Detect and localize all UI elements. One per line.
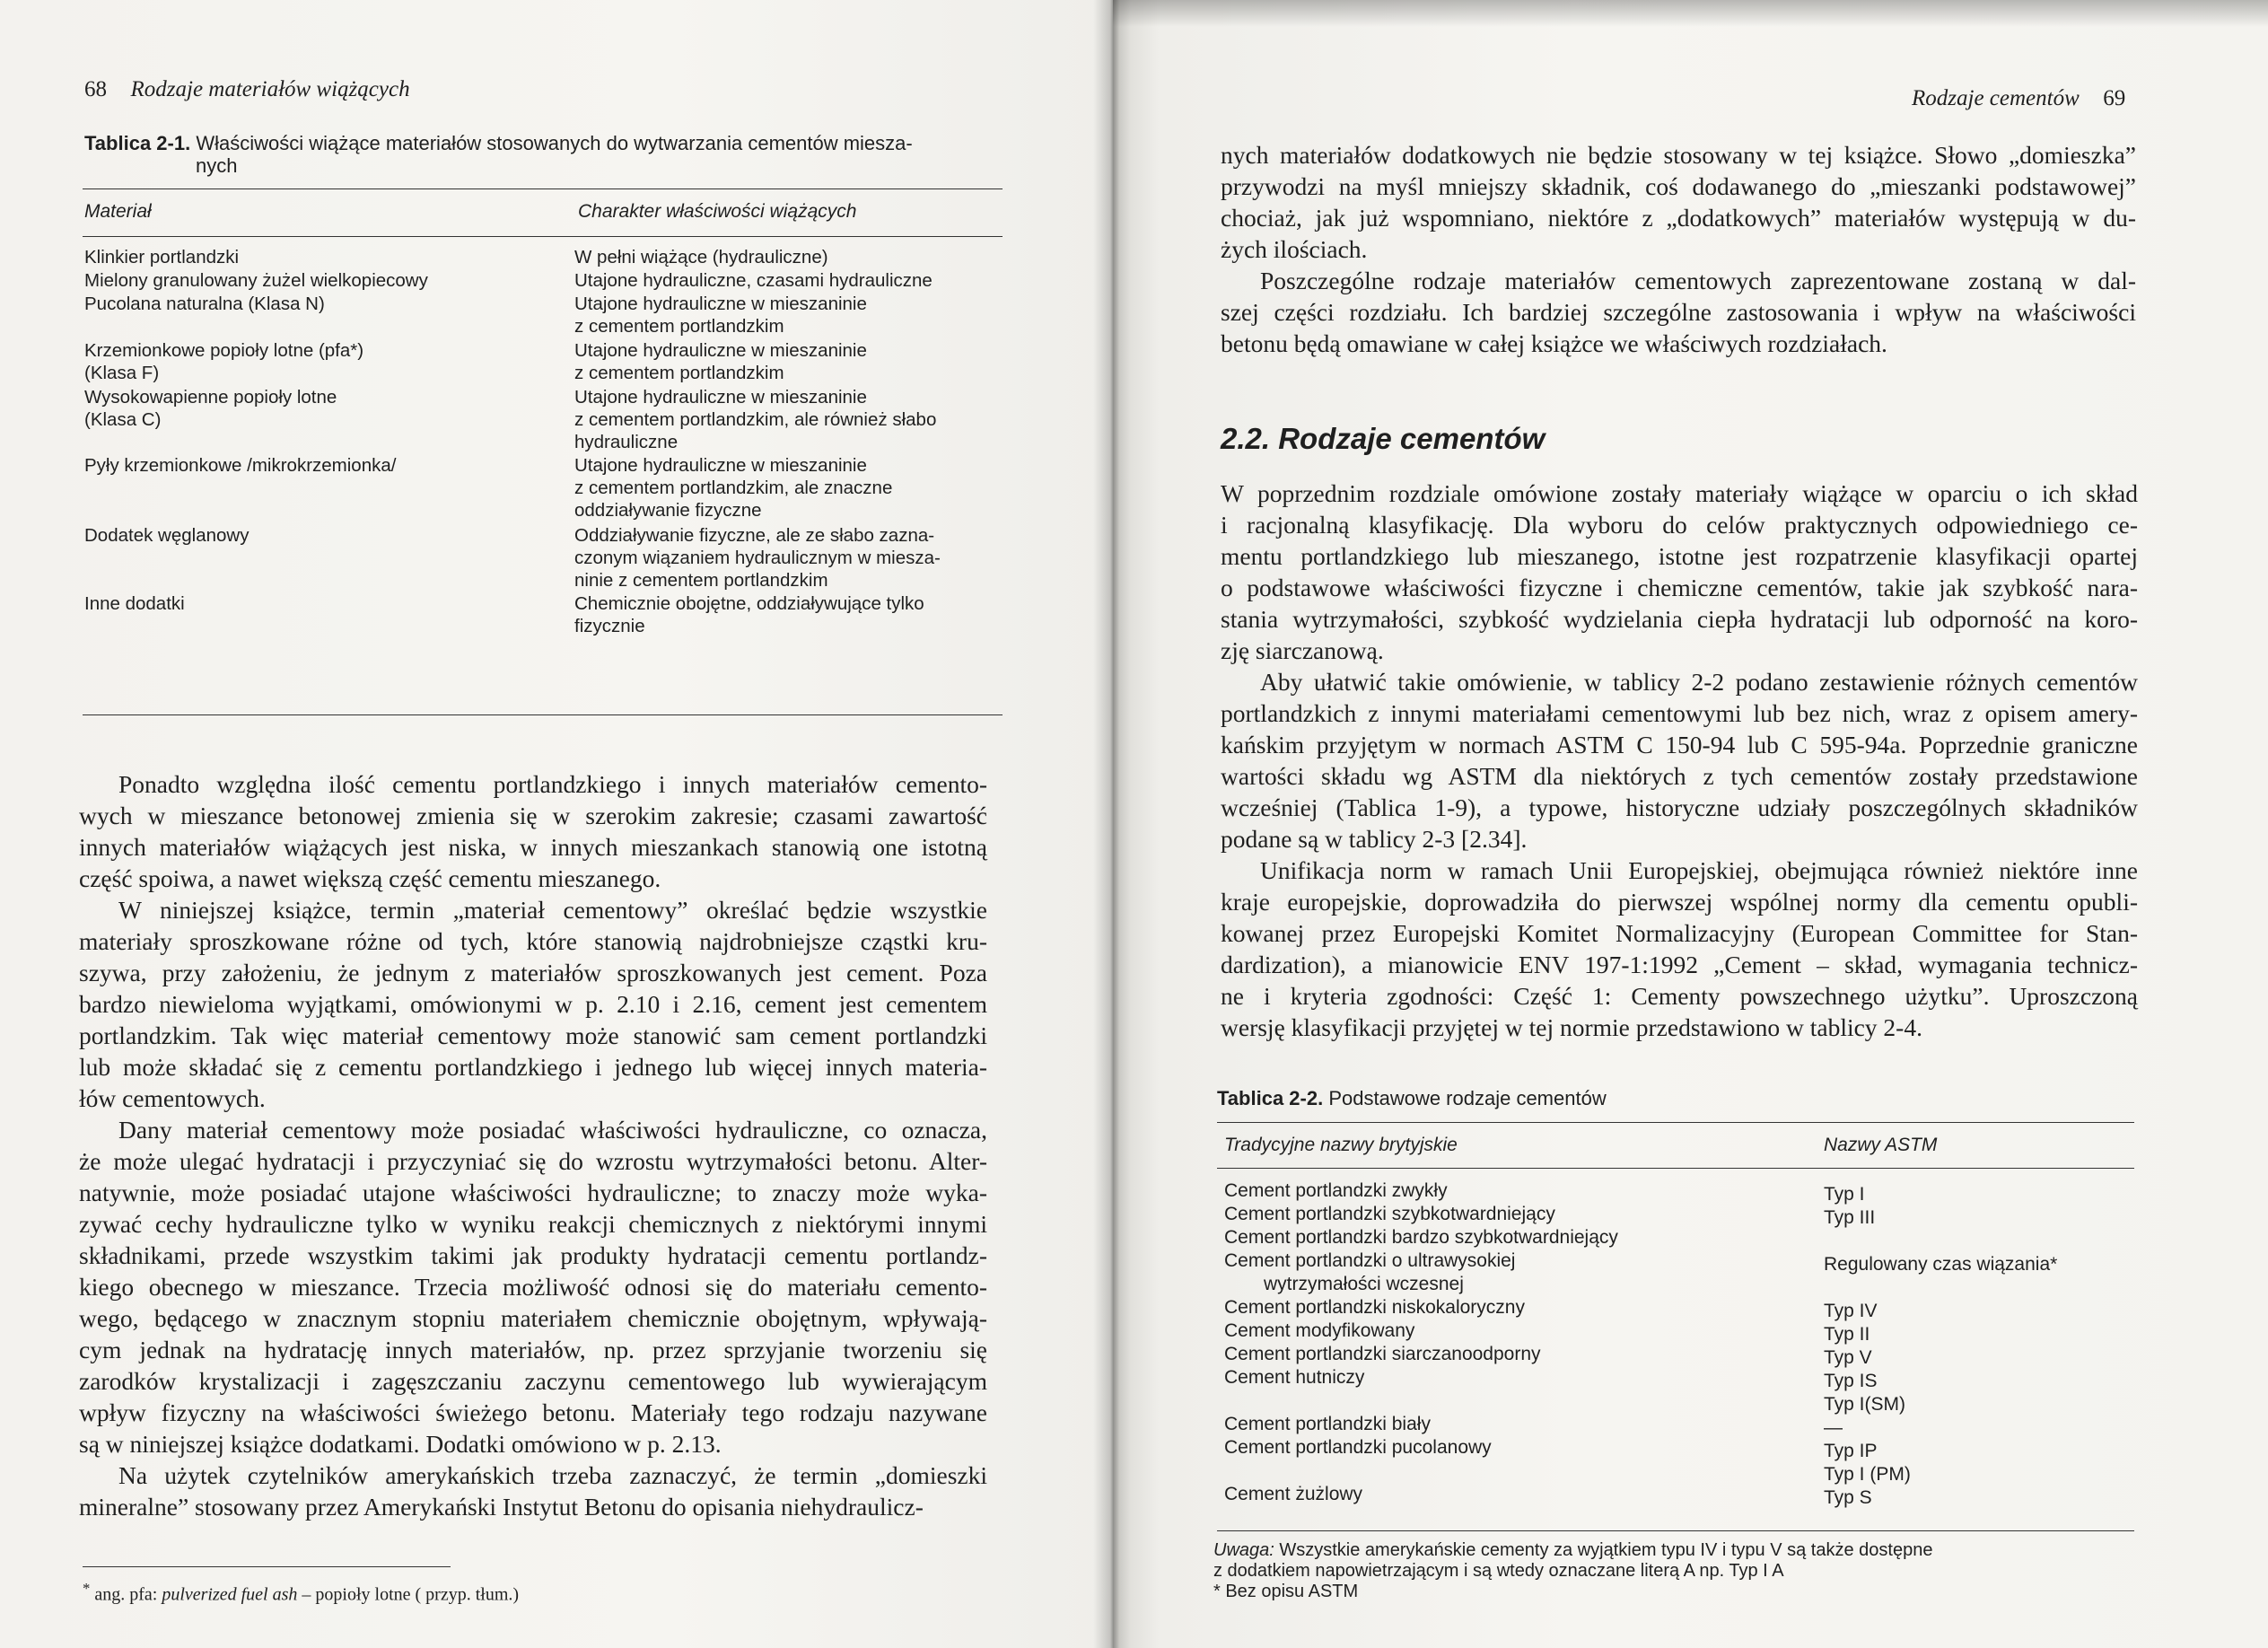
material-line: (Klasa C) bbox=[84, 409, 162, 430]
property-line: Utajone hydrauliczne, czasami hydrauliczne bbox=[574, 270, 933, 291]
property-line: Utajone hydrauliczne w mieszaninie bbox=[574, 455, 867, 476]
table-2-2-british-names bbox=[1224, 1179, 1618, 1506]
text-line: materiały sproszkowane różne od tych, które stanowią najdrobniejsze cząstki kru- bbox=[79, 927, 987, 955]
right-page-number: 69 bbox=[2103, 86, 2126, 110]
text-line: wego, będącego w znacznym stopniu materiałem chemicznie obojętnym, wpływają- bbox=[79, 1304, 987, 1332]
material-line: Wysokowapienne popioły lotne bbox=[84, 387, 337, 408]
table-2-2-label: Tablica 2-2. bbox=[1217, 1087, 1324, 1109]
table-2-1-col-material: Materiał bbox=[84, 201, 152, 222]
table-2-1-bottom-rule bbox=[83, 714, 1003, 715]
footnote-marker: * bbox=[83, 1580, 91, 1597]
british-name-line bbox=[1224, 1389, 1618, 1413]
british-name-line: Cement portlandzki pucolanowy bbox=[1224, 1437, 1492, 1458]
british-name-line: Cement portlandzki siarczanoodporny bbox=[1224, 1344, 1541, 1364]
text-line: betonu będą omawiane w całej książce we właściwych rozdziałach. bbox=[1221, 329, 1887, 357]
text-line: dardization), a mianowicie ENV 197-1:1992 „Cement – skład, wymagania technicz- bbox=[1221, 951, 2138, 978]
property-cell bbox=[574, 339, 867, 384]
property-line: z cementem portlandzkim bbox=[574, 316, 784, 337]
british-name-line: Cement portlandzki biały bbox=[1224, 1414, 1431, 1434]
table-2-1-caption-cont: nych bbox=[196, 154, 238, 177]
footnote-suffix: – popioły lotne ( przyp. tłum.) bbox=[302, 1584, 520, 1605]
property-cell bbox=[574, 592, 924, 637]
text-line: zję siarczanową. bbox=[1221, 636, 1384, 664]
text-line: mineralne” stosowany przez Amerykański Instytut Betonu do opisania niehydraulicz- bbox=[79, 1493, 924, 1521]
footnote-term: pulverized fuel ash bbox=[162, 1584, 298, 1605]
astm-name-line: Typ I (PM) bbox=[1824, 1464, 1911, 1485]
text-line: że może ulegać hydratacji i przyczyniać się do wzrostu wytrzymałości betonu. Alter- bbox=[79, 1147, 987, 1175]
astm-name-line: Typ IP bbox=[1824, 1441, 1878, 1461]
right-running-title: Rodzaje cementów bbox=[1912, 86, 2080, 110]
text-line: kańskim przyjętym w normach ASTM C 150-94 lub C 595-94a. Poprzednie graniczne bbox=[1221, 731, 2138, 758]
text-line: o podstawowe właściwości fizyczne i chemiczne cementów, takie jak szybkość nara- bbox=[1221, 574, 2138, 601]
british-name-line: Cement portlandzki zwykły bbox=[1224, 1180, 1448, 1201]
table-2-2-col-british: Tradycyjne nazwy brytyjskie bbox=[1224, 1135, 1458, 1155]
footnote-rule bbox=[83, 1566, 451, 1567]
astm-name-line: Typ V bbox=[1824, 1347, 1872, 1368]
material-line: Mielony granulowany żużel wielkopiecowy bbox=[84, 270, 428, 291]
british-name-line: Cement żużlowy bbox=[1224, 1484, 1363, 1504]
table-2-1-caption bbox=[84, 132, 1000, 155]
astm-name-line: Typ II bbox=[1824, 1324, 1870, 1345]
material-cell bbox=[84, 592, 185, 615]
astm-name-line: Typ I(SM) bbox=[1824, 1394, 1906, 1415]
table-2-1-top-rule bbox=[83, 188, 1003, 189]
material-line: (Klasa F) bbox=[84, 363, 160, 383]
astm-name-line bbox=[1824, 1230, 2057, 1253]
table-2-2-top-rule bbox=[1217, 1122, 2134, 1123]
text-line: wpływ fizyczny na właściwości świeżego betonu. Materiały tego rodzaju nazywane bbox=[79, 1398, 987, 1426]
astm-name-line: Typ III bbox=[1824, 1207, 1876, 1228]
paragraph bbox=[79, 894, 987, 1114]
text-line: są w niniejszej książce dodatkami. Dodatki omówiono w p. 2.13. bbox=[79, 1430, 722, 1458]
text-line: podane są w tablicy 2-3 [2.34]. bbox=[1221, 825, 1528, 853]
property-cell bbox=[574, 293, 867, 337]
text-line: kraje europejskie, doprowadziła do pierwszej wspólnej normy dla cementu opubli- bbox=[1221, 888, 2138, 916]
text-line: część spoiwa, a nawet większą część cementu mieszanego. bbox=[79, 864, 661, 892]
astm-name-line: Typ S bbox=[1824, 1487, 1872, 1508]
british-name-line: Cement modyfikowany bbox=[1224, 1320, 1415, 1341]
paragraph bbox=[1221, 666, 2138, 855]
paragraph bbox=[1221, 855, 2138, 1043]
text-line: składnikami, przede wszystkim takimi jak produkty hydratacji cementu portlandz- bbox=[79, 1241, 987, 1269]
text-line: natywnie, może posiadać utajone właściwości hydrauliczne; to znaczy może wyka- bbox=[79, 1179, 987, 1206]
text-line: mentu portlandzkiego lub mieszanego, istotne jest rozpatrzenie klasyfikacji opartej bbox=[1221, 542, 2138, 570]
astm-name-line bbox=[1824, 1276, 2057, 1300]
british-name-line: Cement portlandzki szybkotwardniejący bbox=[1224, 1204, 1555, 1224]
property-line: Chemicznie obojętne, oddziaływujące tylko bbox=[574, 593, 924, 614]
text-line: Ponadto względna ilość cementu portlandzkiego i innych materiałów cemento- bbox=[118, 770, 987, 798]
property-line: Oddziaływanie fizyczne, ale ze słabo zazna- bbox=[574, 525, 935, 546]
text-line: W poprzednim rozdziale omówione zostały materiały wiążące w oparciu o ich skład bbox=[1221, 479, 2138, 507]
material-cell bbox=[84, 246, 239, 268]
material-cell bbox=[84, 293, 325, 315]
table-2-2-note bbox=[1213, 1540, 2138, 1602]
text-line: i racjonalną klasyfikację. Dla wyboru do celów praktycznych odpowiedniego ce- bbox=[1221, 511, 2138, 539]
text-line: Unifikacja norm w ramach Unii Europejskiej, obejmująca również niektóre inne bbox=[1260, 856, 2138, 884]
text-line: żych ilościach. bbox=[1221, 235, 1368, 263]
table-2-1-header-rule bbox=[83, 236, 1003, 237]
left-running-head bbox=[84, 77, 410, 102]
text-line: Na użytek czytelników amerykańskich trzeba zaznaczyć, że termin „domieszki bbox=[118, 1461, 987, 1489]
text-line: szywa, przy założeniu, że jednym z materiałów sproszkowanych jest cement. Poza bbox=[79, 959, 987, 986]
british-name-line: Cement hutniczy bbox=[1224, 1367, 1365, 1388]
text-line: zywać cechy hydrauliczne tylko w wyniku reakcji chemicznych z niektórymi innymi bbox=[79, 1210, 987, 1238]
table-2-1-caption-text: Właściwości wiążące materiałów stosowanych do wytwarzania cementów miesza- bbox=[196, 132, 913, 154]
property-cell bbox=[574, 524, 941, 592]
property-cell bbox=[574, 454, 892, 522]
text-line: stania wytrzymałości, szybkość wydzielania ciepła hydratacji lub odporność na koro- bbox=[1221, 605, 2138, 633]
text-line: Aby ułatwić takie omówienie, w tablicy 2-2 podano zestawienie różnych cementów bbox=[1260, 668, 2138, 696]
text-line: chociaż, jak już wspomniano, niektóre z „dodatkowych” materiałów występują w du- bbox=[1221, 204, 2136, 232]
left-running-title: Rodzaje materiałów wiążących bbox=[130, 77, 410, 101]
british-name-line: Cement portlandzki o ultrawysokiej bbox=[1224, 1250, 1516, 1271]
property-line: z cementem portlandzkim, ale znaczne bbox=[574, 478, 893, 498]
material-cell bbox=[84, 269, 428, 292]
text-line: wartości składu wg ASTM dla niektórych z tych cementów zostały przedstawione bbox=[1221, 762, 2138, 790]
material-line: Pyły krzemionkowe /mikrokrzemionka/ bbox=[84, 455, 397, 476]
paragraph bbox=[1221, 265, 2136, 359]
table-2-2-col-astm: Nazwy ASTM bbox=[1824, 1135, 1938, 1155]
book-gutter bbox=[1093, 0, 1131, 1648]
left-body-text bbox=[79, 768, 987, 1522]
asterisk-note: * Bez opisu ASTM bbox=[1213, 1582, 1359, 1601]
text-line: wcześniej (Tablica 1-9), a typowe, historyczne udziały poszczególnych składników bbox=[1221, 793, 2138, 821]
property-line: z cementem portlandzkim bbox=[574, 363, 784, 383]
note-line-1: Wszystkie amerykańskie cementy za wyjątkiem typu IV i typu V są także dostępne bbox=[1279, 1540, 1933, 1560]
table-2-2-caption bbox=[1217, 1087, 1607, 1110]
property-line: Utajone hydrauliczne w mieszaninie bbox=[574, 387, 867, 408]
text-line: W niniejszej książce, termin „materiał cementowy” określać będzie wszystkie bbox=[118, 896, 987, 924]
text-line: nych materiałów dodatkowych nie będzie stosowany w tej książce. Słowo „domieszka” bbox=[1221, 141, 2136, 169]
material-line: Pucolana naturalna (Klasa N) bbox=[84, 294, 325, 314]
property-line: hydrauliczne bbox=[574, 432, 679, 452]
footnote bbox=[83, 1580, 519, 1606]
table-2-2-header-rule bbox=[1217, 1168, 2134, 1169]
paragraph bbox=[1221, 139, 2136, 265]
text-line: bardzo niewieloma wyjątkami, omówionymi w p. 2.10 i 2.16, cement jest cementem bbox=[79, 990, 987, 1018]
text-line: przywodzi na myśl mniejszy składnik, coś dodawanego do „mieszanki podstawowej” bbox=[1221, 172, 2136, 200]
table-2-1-label: Tablica 2-1. bbox=[84, 132, 191, 154]
property-line: Utajone hydrauliczne w mieszaninie bbox=[574, 340, 867, 361]
british-name-line: Cement portlandzki niskokaloryczny bbox=[1224, 1297, 1525, 1318]
section-title: 2.2. Rodzaje cementów bbox=[1221, 422, 1546, 455]
paragraph bbox=[1221, 478, 2138, 666]
material-line: Inne dodatki bbox=[84, 593, 185, 614]
note-line-2: z dodatkiem napowietrzającym i są wtedy oznaczane literą A np. Typ I A bbox=[1213, 1561, 1784, 1581]
note-label: Uwaga: bbox=[1213, 1540, 1274, 1560]
right-top-text bbox=[1221, 139, 2136, 359]
property-line: Utajone hydrauliczne w mieszaninie bbox=[574, 294, 867, 314]
text-line: zarodków krystalizacji i zagęszczaniu zaczynu cementowego lub wywierającym bbox=[79, 1367, 987, 1395]
text-line: ne i kryteria zgodności: Część 1: Cementy powszechnego użytku”. Uproszczoną bbox=[1221, 982, 2138, 1010]
astm-name-line: Typ I bbox=[1824, 1184, 1865, 1205]
astm-name-line: Regulowany czas wiązania* bbox=[1824, 1254, 2058, 1275]
material-line: Klinkier portlandzki bbox=[84, 247, 240, 267]
paragraph bbox=[79, 1114, 987, 1460]
paragraph bbox=[79, 768, 987, 894]
astm-name-line: — bbox=[1824, 1417, 1843, 1438]
text-line: wersję klasyfikacji przyjętej w tej normie przedstawiono w tablicy 2-4. bbox=[1221, 1013, 1922, 1041]
right-running-head bbox=[1912, 86, 2125, 111]
property-line: czonym wiązaniem hydraulicznym w miesza- bbox=[574, 548, 941, 568]
astm-name-line: Typ IS bbox=[1824, 1371, 1878, 1391]
material-cell bbox=[84, 524, 249, 547]
text-line: portlandzkich z innymi materiałami cementowymi lub bez nich, wraz z opisem amery- bbox=[1221, 699, 2138, 727]
text-line: wych w mieszance betonowej zmienia się w szerokim zakresie; czasami zawartość bbox=[79, 802, 987, 829]
text-line: szej części rozdziału. Ich bardziej szczególne zastosowania i wpływ na właściwości bbox=[1221, 298, 2136, 326]
text-line: portlandzkim. Tak więc materiał cementowy może stanowić sam cement portlandzki bbox=[79, 1021, 987, 1049]
property-line: fizycznie bbox=[574, 616, 645, 636]
astm-name-line: Typ IV bbox=[1824, 1301, 1878, 1321]
text-line: kowanej przez Europejski Komitet Normalizacyjny (European Committee for Stan- bbox=[1221, 919, 2138, 947]
text-line: innych materiałów wiążących jest niska, w innych mieszankach stanowią one istotną bbox=[79, 833, 987, 861]
british-name-line: wytrzymałości wczesnej bbox=[1264, 1274, 1464, 1294]
property-line: W pełni wiążące (hydrauliczne) bbox=[574, 247, 828, 267]
text-line: Poszczególne rodzaje materiałów cementowych zaprezentowane zostaną w dal- bbox=[1260, 267, 2136, 294]
material-cell bbox=[84, 339, 363, 384]
text-line: cym jednak na hydratację innych materiałów, np. przez sprzyjanie tworzeniu się bbox=[79, 1336, 987, 1363]
british-name-line bbox=[1224, 1460, 1618, 1483]
property-line: z cementem portlandzkim, ale również słabo bbox=[574, 409, 937, 430]
footnote-prefix: ang. pfa: bbox=[94, 1584, 158, 1605]
material-line: Krzemionkowe popioły lotne (pfa*) bbox=[84, 340, 364, 361]
table-2-2-caption-text: Podstawowe rodzaje cementów bbox=[1328, 1087, 1607, 1109]
material-cell bbox=[84, 454, 396, 477]
page-top-shadow bbox=[1113, 0, 2268, 27]
property-cell bbox=[574, 269, 933, 292]
left-page-number: 68 bbox=[84, 77, 107, 101]
paragraph bbox=[79, 1460, 987, 1522]
table-2-2-bottom-rule bbox=[1217, 1530, 2134, 1531]
british-name-line: Cement portlandzki bardzo szybkotwardniejący bbox=[1224, 1227, 1618, 1248]
text-line: lub może składać się z cementu portlandzkiego i jednego lub więcej innych materia- bbox=[79, 1053, 987, 1081]
property-line: ninie z cementem portlandzkim bbox=[574, 570, 828, 591]
section-text bbox=[1221, 478, 2138, 1043]
table-2-1-col-property: Charakter właściwości wiążących bbox=[578, 201, 857, 222]
property-cell bbox=[574, 386, 936, 453]
text-line: kiego obecnego w mieszance. Trzecia możliwość odnosi się do materiału cemento- bbox=[79, 1273, 987, 1301]
material-line: Dodatek węglanowy bbox=[84, 525, 250, 546]
text-line: Dany materiał cementowy może posiadać właściwości hydrauliczne, co oznacza, bbox=[118, 1116, 987, 1144]
table-2-2-astm-names bbox=[1824, 1183, 2057, 1510]
material-cell bbox=[84, 386, 337, 431]
property-cell bbox=[574, 246, 828, 268]
text-line: łów cementowych. bbox=[79, 1084, 266, 1112]
property-line: oddziaływanie fizyczne bbox=[574, 500, 762, 521]
